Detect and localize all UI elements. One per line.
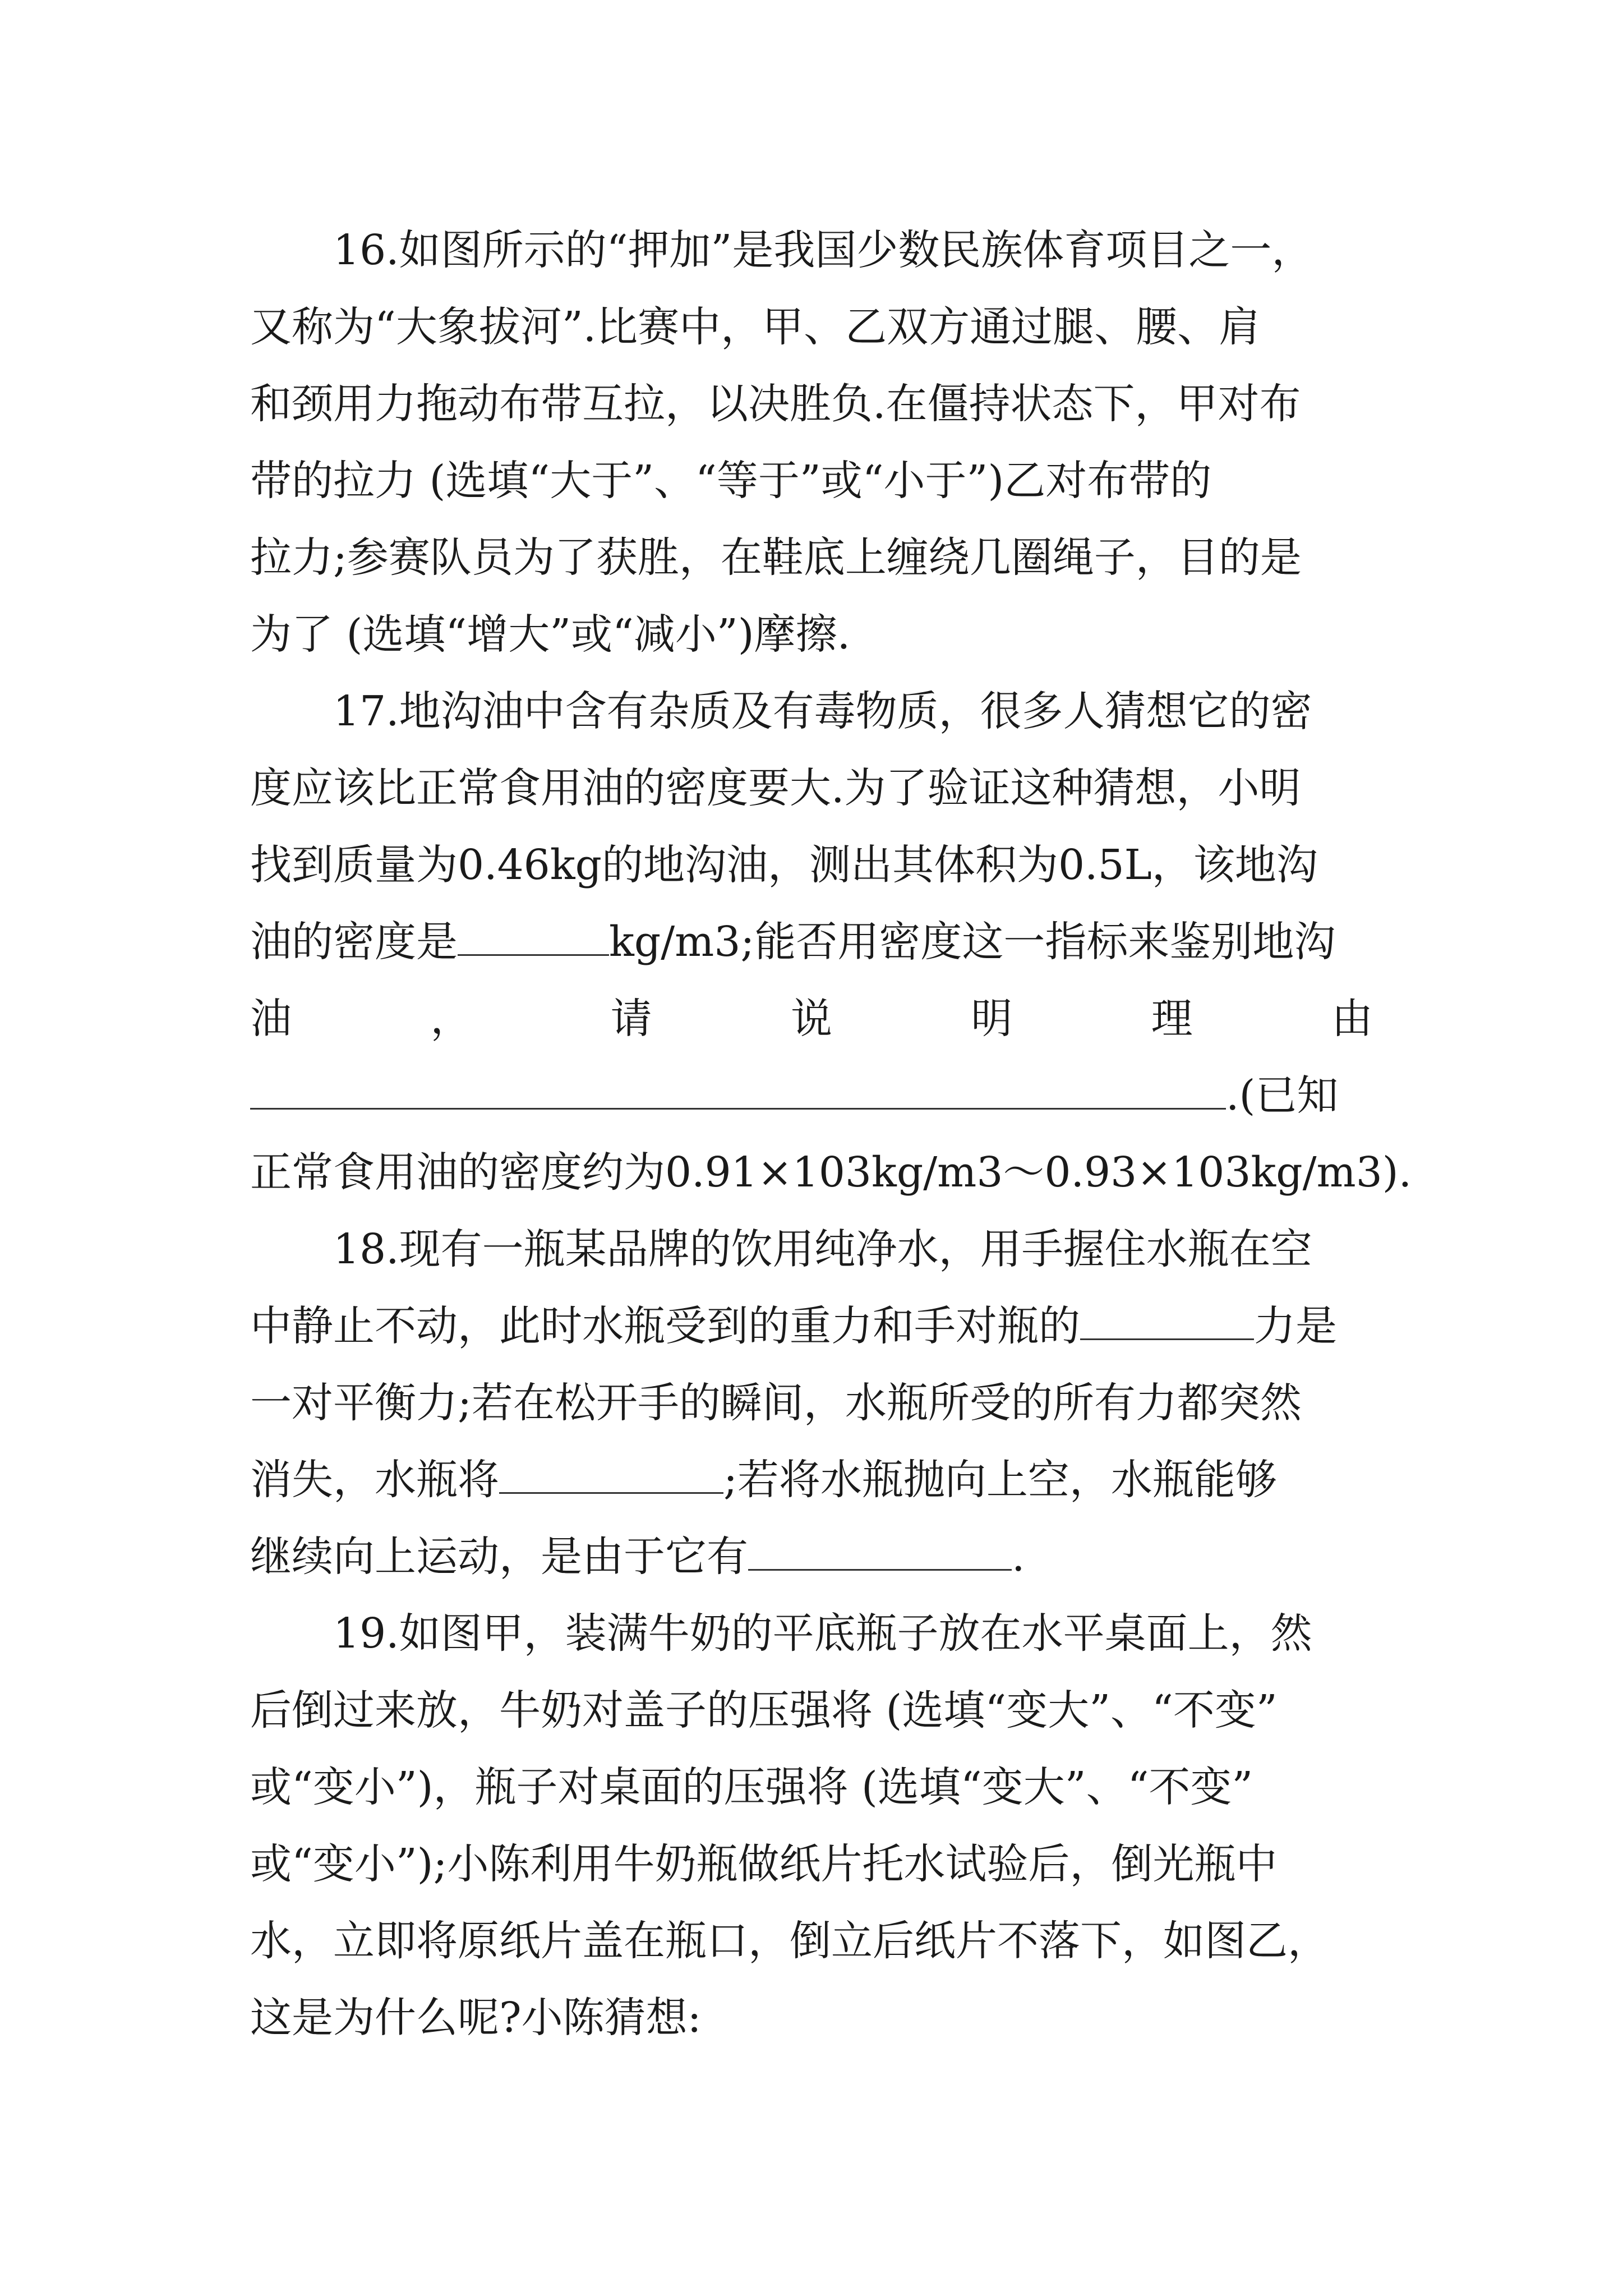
answer-blank-density[interactable] xyxy=(458,915,609,956)
text-line: 带的拉力 (选填“大于”、“等于”或“小于”)乙对布带的 xyxy=(250,457,1212,505)
text-line xyxy=(250,904,1373,981)
text-line xyxy=(250,1288,1373,1365)
text-segment: 油的密度是 xyxy=(250,918,458,966)
text-line: 17.地沟油中含有杂质及有毒物质，很多人猜想它的密 xyxy=(333,687,1312,735)
text-segment: 力是 xyxy=(1254,1302,1337,1350)
answer-blank-motion[interactable] xyxy=(499,1453,723,1494)
spaced-char: ， xyxy=(430,995,472,1043)
spaced-char: 由 xyxy=(1331,995,1373,1043)
spaced-char: 请 xyxy=(610,995,652,1043)
answer-blank-force[interactable] xyxy=(1080,1299,1254,1340)
text-line xyxy=(250,1057,1373,1134)
text-line: 正常食用油的密度约为0.91×103kg/m3～0.93×103kg/m3). xyxy=(250,1148,1412,1197)
question-17 xyxy=(250,673,1412,1211)
text-segment: 消失，水瓶将 xyxy=(250,1456,499,1504)
answer-blank-reason[interactable] xyxy=(250,1069,1226,1110)
answer-blank-inertia[interactable] xyxy=(748,1530,1012,1571)
question-19 xyxy=(250,1595,1373,2056)
text-line: 和颈用力拖动布带互拉，以决胜负.在僵持状态下，甲对布 xyxy=(250,380,1301,428)
document-page xyxy=(250,212,1412,2056)
text-line: 找到质量为0.46kg的地沟油，测出其体积为0.5L，该地沟 xyxy=(250,841,1318,889)
spaced-char: 说 xyxy=(790,995,832,1043)
spaced-char: 明 xyxy=(971,995,1013,1043)
text-line: 或“变小”);小陈利用牛奶瓶做纸片托水试验后，倒光瓶中 xyxy=(250,1840,1278,1888)
text-line: 18.现有一瓶某品牌的饮用纯净水，用手握住水瓶在空 xyxy=(333,1225,1312,1273)
spaced-text-line xyxy=(250,981,1373,1057)
text-segment: 继续向上运动，是由于它有 xyxy=(250,1533,748,1581)
question-18 xyxy=(250,1211,1373,1595)
text-segment: .(已知 xyxy=(1226,1071,1339,1120)
text-line xyxy=(250,1442,1373,1519)
spaced-char: 油 xyxy=(250,995,292,1043)
text-line: 这是为什么呢?小陈猜想: xyxy=(250,1994,702,2042)
text-line: 后倒过来放，牛奶对盖子的压强将 (选填“变大”、“不变” xyxy=(250,1686,1278,1734)
question-16 xyxy=(250,212,1373,673)
text-segment: ;若将水瓶抛向上空，水瓶能够 xyxy=(723,1456,1277,1504)
text-line: 又称为“大象拔河”.比赛中，甲、乙双方通过腿、腰、肩 xyxy=(250,303,1261,351)
spaced-char: 理 xyxy=(1151,995,1193,1043)
text-line: 为了 (选填“增大”或“减小”)摩擦. xyxy=(250,610,851,659)
text-line: 或“变小”)，瓶子对桌面的压强将 (选填“变大”、“不变” xyxy=(250,1763,1253,1811)
text-line: 16.如图所示的“押加”是我国少数民族体育项目之一， xyxy=(333,226,1313,274)
text-segment: kg/m3;能否用密度这一指标来鉴别地沟 xyxy=(609,918,1336,966)
text-line: 拉力;参赛队员为了获胜，在鞋底上缠绕几圈绳子，目的是 xyxy=(250,533,1302,582)
text-segment: 中静止不动，此时水瓶受到的重力和手对瓶的 xyxy=(250,1302,1080,1350)
text-line xyxy=(250,1519,1373,1595)
text-segment: . xyxy=(1012,1533,1025,1581)
text-line: 水，立即将原纸片盖在瓶口，倒立后纸片不落下，如图乙， xyxy=(250,1917,1329,1965)
text-line: 度应该比正常食用油的密度要大.为了验证这种猜想，小明 xyxy=(250,764,1301,812)
text-line: 19.如图甲，装满牛奶的平底瓶子放在水平桌面上，然 xyxy=(333,1609,1312,1658)
text-line: 一对平衡力;若在松开手的瞬间，水瓶所受的所有力都突然 xyxy=(250,1379,1302,1427)
